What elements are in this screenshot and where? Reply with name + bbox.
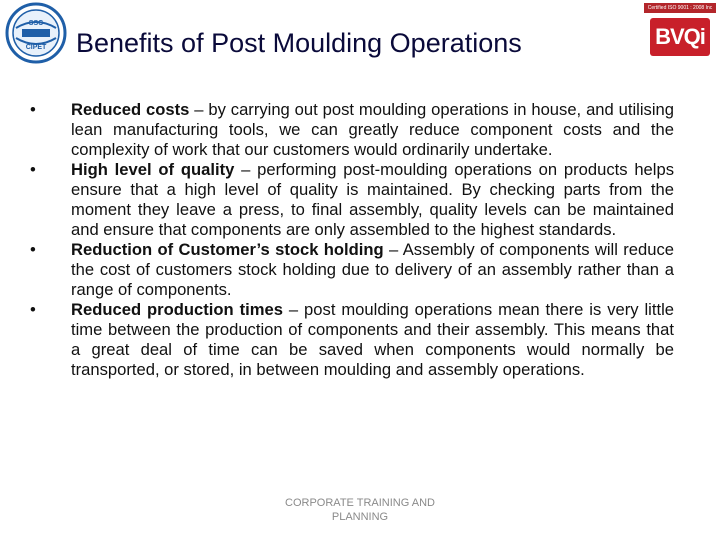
bullet-item — [30, 300, 674, 380]
bullet-dot: • — [30, 240, 36, 259]
cipet-logo — [2, 2, 70, 64]
footer — [260, 496, 460, 524]
bullet-item — [30, 100, 674, 160]
bullet-text: – performing post-moulding operations on products helps ensure that a high level of quality is maintained. By checking parts from the moment they leave a press, to final assembly, quality levels can be maintained and ensure that components are only assembled to the highest standards. — [71, 160, 674, 239]
certification-banner: Certified ISO 9001 : 2008 Inc — [644, 3, 716, 13]
bullet-text: – by carrying out post moulding operations in house, and utilising lean manufacturing tools, we can greatly reduce component costs and the complexity of work that our customers would ordinarily undertake. — [71, 100, 674, 159]
bullet-heading: High level of quality — [71, 160, 235, 179]
bullet-list — [30, 100, 674, 380]
bullet-dot: • — [30, 300, 36, 319]
bullet-dot: • — [30, 100, 36, 119]
bullet-text: – post moulding operations mean there is very little time between the production of components and their assembly. This means that a great deal of time can be saved when components would normally be transported, or stored, in between moulding and assembly operations. — [71, 300, 674, 379]
bvqi-logo: BVQi — [650, 18, 710, 56]
bullet-heading: Reduced costs — [71, 100, 190, 119]
footer-line-2: PLANNING — [331, 511, 389, 523]
logo-text-top: SSC — [28, 20, 44, 27]
slide-title: Benefits of Post Moulding Operations — [76, 28, 522, 58]
footer-line-1: CORPORATE TRAINING AND — [285, 497, 435, 509]
bullet-dot: • — [30, 160, 36, 179]
bullet-item — [30, 160, 674, 240]
bullet-item — [30, 240, 674, 300]
bullet-text: – Assembly of components will reduce the cost of customers stock holding due to delivery of an assembly rather than a range of components. — [71, 240, 675, 299]
bullet-heading: Reduction of Customer’s stock holding — [71, 240, 384, 259]
logo-text-bottom: CIPET — [25, 44, 47, 51]
bullet-heading: Reduced production times — [71, 300, 283, 319]
